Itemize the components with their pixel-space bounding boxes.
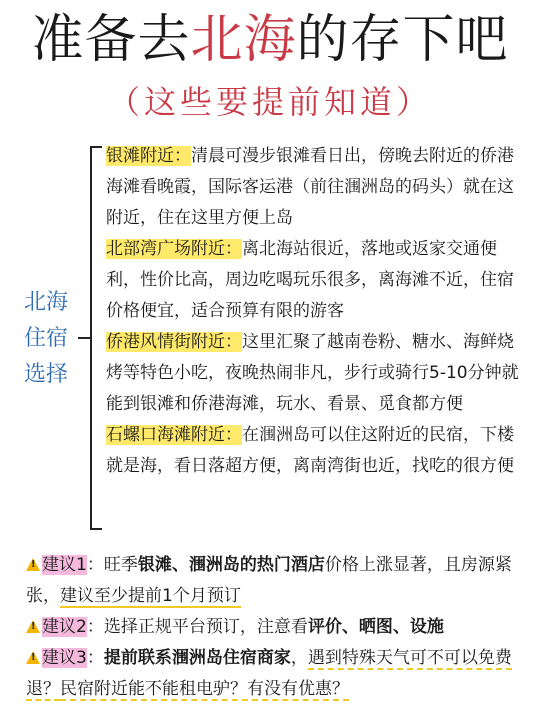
- warning-icon: [26, 651, 40, 664]
- tip-underlined: 建议至少提前1个月预订: [60, 586, 241, 606]
- side-label-line: 北海: [23, 290, 68, 315]
- bracket: [90, 146, 102, 530]
- tip-2: [26, 612, 526, 643]
- tip-text: 旺季: [103, 555, 138, 575]
- tips: [26, 550, 526, 705]
- tip-bold: 评价、晒图、设施: [307, 617, 444, 637]
- tip-underlined: 遇到特殊天气可不可以免费退？: [26, 648, 512, 699]
- area-name: 石螺口海滩附近：: [106, 425, 242, 445]
- area-name: 北部湾广场附近：: [106, 239, 242, 259]
- tip-1: [26, 550, 526, 612]
- area-list: [106, 141, 522, 482]
- tip-colon: ：: [86, 617, 104, 637]
- area-name: 银滩附近：: [106, 146, 191, 166]
- list-item: [106, 327, 522, 420]
- tip-colon: ：: [86, 648, 104, 668]
- tip-label: 建议2: [42, 617, 87, 637]
- area-text: 在涠洲岛可以住这附近的民宿，下楼就是海，看日落超方便，离南湾街也近，找吃的很方便: [106, 425, 514, 476]
- tip-text: 价格上涨显著，且房源紧张，: [26, 555, 512, 606]
- area-name: 侨港风情街附近：: [106, 332, 242, 352]
- warning-icon: [26, 620, 40, 633]
- tip-text: 选择正规平台预订，注意看: [103, 617, 308, 637]
- tip-3: [26, 643, 526, 705]
- area-text: 这里汇聚了越南卷粉、糖水、海鲜烧烤等特色小吃，夜晚热闹非凡，步行或骑行5-10分钟就能到银滩和侨港海滩，玩水、看景、觅食都方便: [106, 332, 519, 414]
- warning-icon: [26, 558, 40, 571]
- side-label: [14, 285, 78, 393]
- list-item: [106, 234, 522, 327]
- tip-text: ，: [290, 648, 308, 668]
- title-part-2: 的存下吧: [296, 10, 509, 70]
- list-item: [106, 420, 522, 482]
- tip-bold: 银滩、涠洲岛的热门酒店: [137, 555, 325, 575]
- list-item: [106, 141, 522, 234]
- title-highlight: 北海: [190, 10, 297, 70]
- bracket-tick: [78, 337, 90, 339]
- tip-bold: 提前联系涠洲岛住宿商家: [103, 648, 291, 668]
- tip-colon: ：: [86, 555, 104, 575]
- page-subtitle: （这些要提前知道）: [107, 83, 432, 121]
- area-text: 离北海站很近，落地或返家交通便利，性价比高，周边吃喝玩乐很多，离海滩不近，住宿价格便宜，适合预算有限的游客: [106, 239, 514, 321]
- area-text: 清晨可漫步银滩看日出，傍晚去附近的侨港海滩看晚霞，国际客运港（前往涠洲岛的码头）就在这附近，住在这里方便上岛: [106, 146, 514, 228]
- title-part-1: 准备去: [31, 10, 191, 70]
- side-label-line: 选择: [23, 362, 68, 387]
- page-title: [0, 4, 540, 76]
- side-label-line: 住宿: [23, 326, 68, 351]
- tip-label: 建议3: [42, 648, 87, 668]
- tip-label: 建议1: [42, 555, 87, 575]
- tip-underlined: 民宿附近能不能租电驴？有没有优惠？: [60, 679, 349, 699]
